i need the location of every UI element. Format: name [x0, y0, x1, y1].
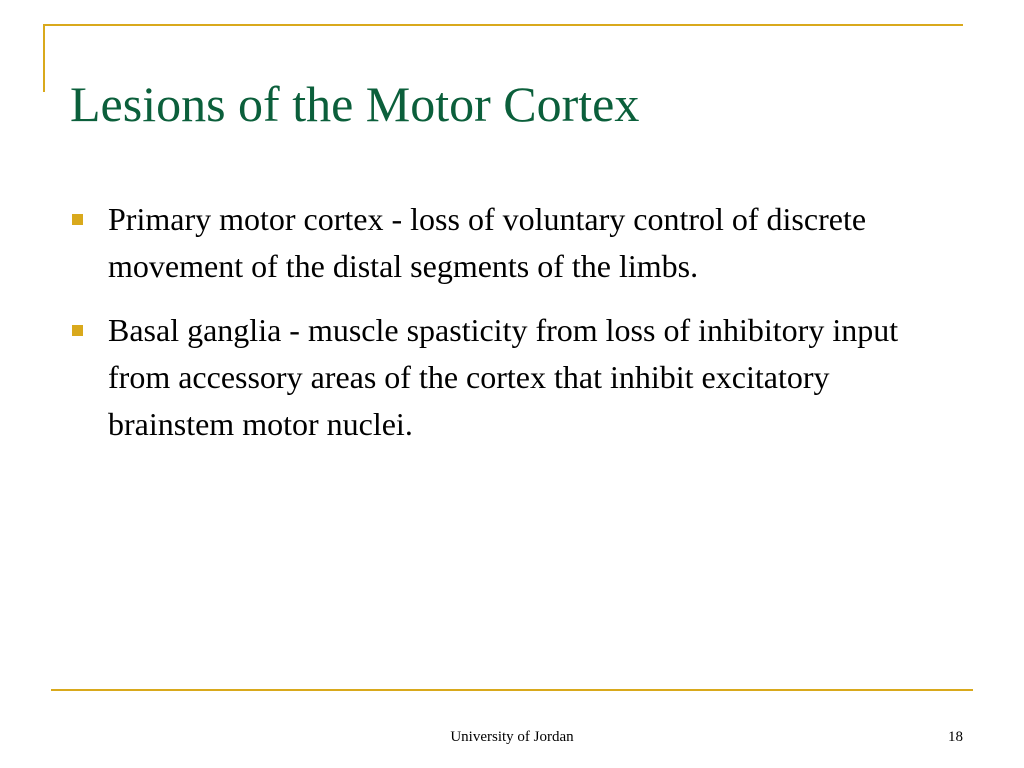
- footer-label: University of Jordan: [450, 729, 574, 745]
- square-bullet-icon: [72, 325, 83, 336]
- footer-divider: [51, 689, 973, 691]
- bullet-text: Basal ganglia - muscle spasticity from loss of inhibitory input from accessory areas of the cortex that inhibit excitatory brainstem motor nuclei.: [108, 312, 899, 442]
- top-accent-line: [43, 24, 963, 26]
- bullet-item: [70, 307, 940, 448]
- bullet-text: Primary motor cortex - loss of voluntary control of discrete movement of the distal segments of the limbs.: [108, 201, 867, 284]
- page-number: 18: [948, 729, 963, 745]
- bullet-item: [70, 196, 940, 290]
- bullet-list: [70, 196, 940, 465]
- slide-title: Lesions of the Motor Cortex: [70, 76, 640, 132]
- square-bullet-icon: [72, 214, 83, 225]
- left-accent-line: [43, 24, 45, 92]
